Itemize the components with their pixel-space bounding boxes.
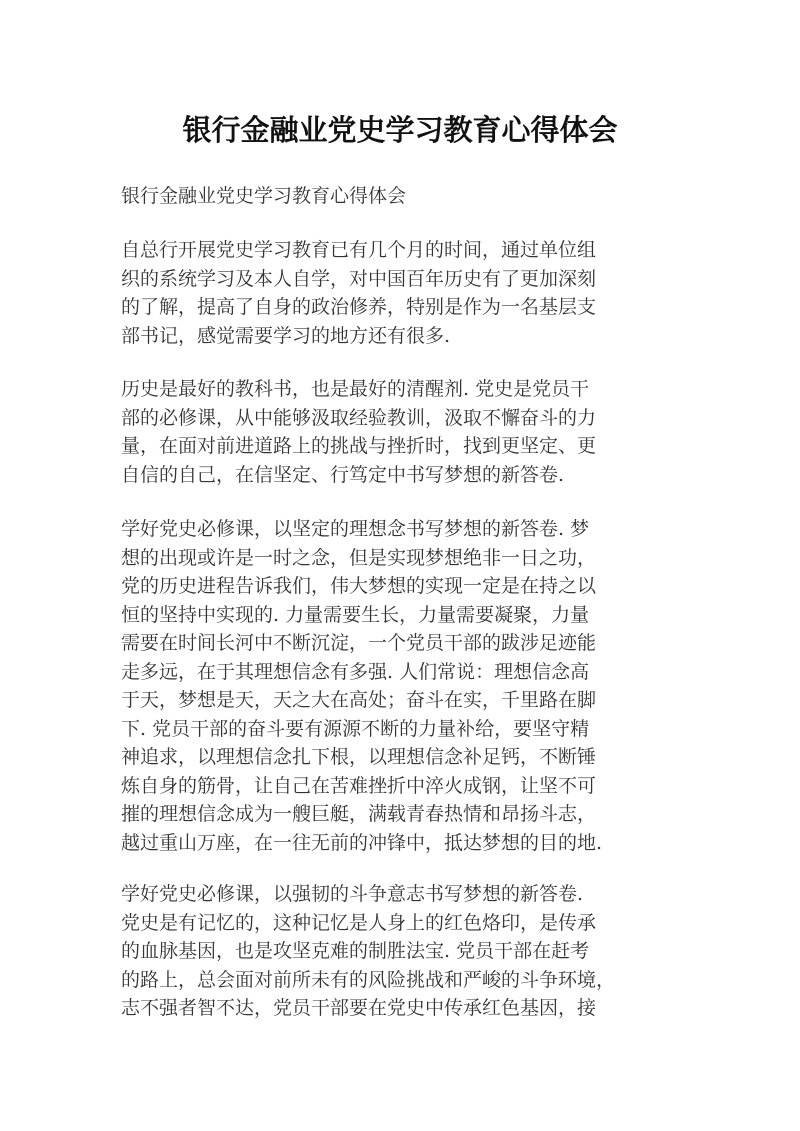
paragraph-line: 的血脉基因，也是攻坚克难的制胜法宝. 党员干部在赶考 — [121, 940, 590, 962]
paragraph-4 — [121, 880, 681, 1023]
paragraph-line: 志不强者智不达，党员干部要在党史中传承红色基因，接 — [121, 997, 597, 1019]
paragraph-line: 需要在时间长河中不断沉淀，一个党员干部的跋涉足迹能 — [121, 632, 597, 654]
paragraph-line: 于天，梦想是天，天之大在高处；奋斗在实，千里路在脚 — [121, 689, 597, 711]
paragraph-1 — [121, 236, 681, 350]
paragraph-line: 下. 党员干部的奋斗要有源源不断的力量补给，要坚守精 — [121, 717, 590, 740]
paragraph-line: 的路上，总会面对前所未有的风险挑战和严峻的斗争环境， — [121, 968, 616, 991]
paragraph-line: 的了解，提高了自身的政治修养，特别是作为一名基层支 — [121, 296, 597, 318]
paragraph-3 — [121, 515, 681, 857]
paragraph-line: 学好党史必修课，以坚定的理想念书写梦想的新答卷. 梦 — [121, 518, 590, 540]
paragraph-line: 量，在面对前进道路上的挑战与挫折时，找到更坚定、更 — [121, 435, 597, 457]
paragraph-line: 走多远，在于其理想信念有多强. 人们常说：理想信念高 — [121, 660, 590, 683]
paragraph-line: 部书记，感觉需要学习的地方还有很多. — [121, 324, 451, 347]
paragraph-line: 织的系统学习及本人自学，对中国百年历史有了更加深刻 — [121, 267, 597, 290]
paragraph-line: 党史是有记忆的，这种记忆是人身上的红色烙印，是传承 — [121, 911, 597, 934]
paragraph-line: 炼自身的筋骨，让自己在苦难挫折中淬火成钢，让坚不可 — [121, 774, 597, 797]
paragraph-line: 恒的坚持中实现的. 力量需要生长，力量需要凝聚，力量 — [121, 603, 590, 626]
paragraph-2 — [121, 375, 681, 489]
document-subtitle: 银行金融业党史学习教育心得体会 — [121, 185, 407, 207]
paragraph-line: 神追求，以理想信念扎下根，以理想信念补足钙，不断锤 — [121, 746, 597, 768]
paragraph-line: 自总行开展党史学习教育已有几个月的时间，通过单位组 — [121, 239, 597, 261]
paragraph-line: 越过重山万座，在一往无前的冲锋中，抵达梦想的目的地. — [121, 831, 603, 854]
paragraph-line: 部的必修课，从中能够汲取经验教训，汲取不懈奋斗的力 — [121, 406, 597, 429]
paragraph-line: 摧的理想信念成为一艘巨艇，满载青春热情和昂扬斗志， — [121, 803, 597, 825]
paragraph-line: 学好党史必修课，以强韧的斗争意志书写梦想的新答卷. — [121, 883, 584, 905]
paragraph-line: 自信的自己，在信坚定、行笃定中书写梦想的新答卷. — [121, 463, 565, 486]
paragraph-line: 历史是最好的教科书，也是最好的清醒剂. 党史是党员干 — [121, 378, 590, 400]
paragraph-line: 党的历史进程告诉我们，伟大梦想的实现一定是在持之以 — [121, 575, 597, 597]
paragraph-line: 想的出现或许是一时之念，但是实现梦想绝非一日之功， — [121, 546, 597, 569]
document-title: 银行金融业党史学习教育心得体会 — [182, 113, 618, 147]
